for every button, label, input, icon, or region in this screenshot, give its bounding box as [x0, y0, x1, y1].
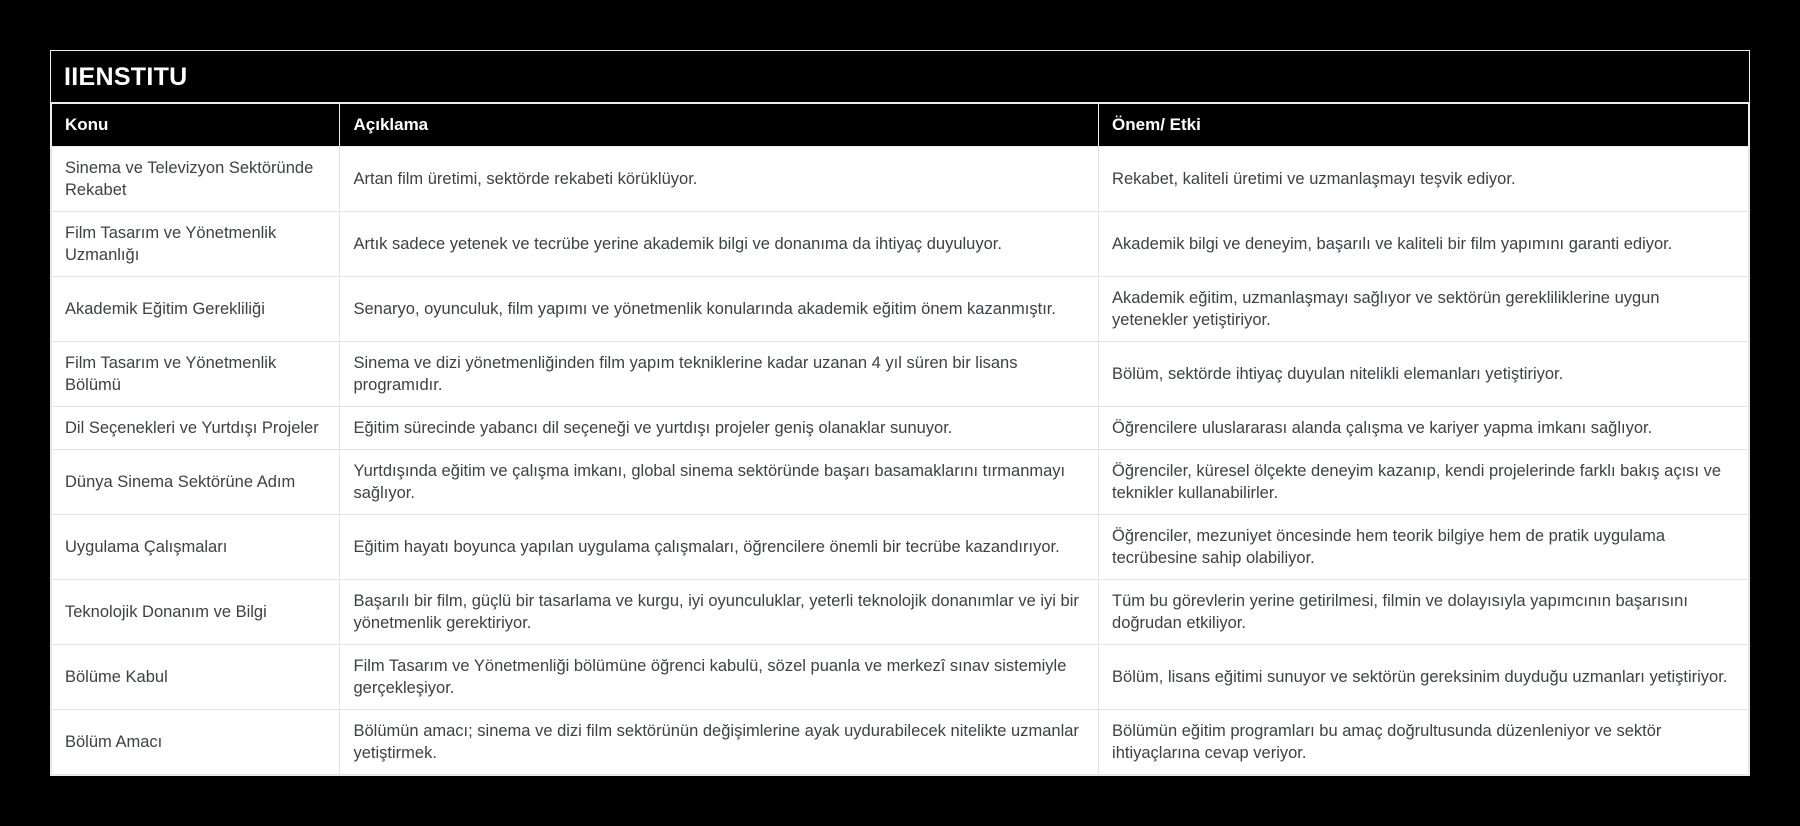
cell-konu: Dil Seçenekleri ve Yurtdışı Projeler: [52, 407, 340, 450]
table-row: [52, 212, 1749, 277]
cell-aciklama: Sinema ve dizi yönetmenliğinden film yapım tekniklerine kadar uzanan 4 yıl süren bir lisans programıdır.: [340, 342, 1099, 407]
cell-aciklama: Artan film üretimi, sektörde rekabeti körüklüyor.: [340, 147, 1099, 212]
cell-konu: Teknolojik Donanım ve Bilgi: [52, 580, 340, 645]
cell-aciklama: Artık sadece yetenek ve tecrübe yerine akademik bilgi ve donanıma da ihtiyaç duyuluyor.: [340, 212, 1099, 277]
content-table-panel: [50, 50, 1750, 776]
table-row: [52, 710, 1749, 775]
cell-aciklama: Eğitim hayatı boyunca yapılan uygulama çalışmaları, öğrencilere önemli bir tecrübe kazandırıyor.: [340, 515, 1099, 580]
cell-onem-etki: Bölümün eğitim programları bu amaç doğrultusunda düzenleniyor ve sektör ihtiyaçlarına cevap veriyor.: [1099, 710, 1749, 775]
cell-konu: Film Tasarım ve Yönetmenlik Bölümü: [52, 342, 340, 407]
header-row: [52, 104, 1749, 147]
cell-onem-etki: Öğrencilere uluslararası alanda çalışma ve kariyer yapma imkanı sağlıyor.: [1099, 407, 1749, 450]
cell-aciklama: Başarılı bir film, güçlü bir tasarlama ve kurgu, iyi oyunculuklar, yeterli teknolojik donanımlar ve iyi bir yönetmenlik gerektiriyor.: [340, 580, 1099, 645]
cell-aciklama: Senaryo, oyunculuk, film yapımı ve yönetmenlik konularında akademik eğitim önem kazanmıştır.: [340, 277, 1099, 342]
table-row: [52, 147, 1749, 212]
table-row: [52, 277, 1749, 342]
cell-konu: Akademik Eğitim Gerekliliği: [52, 277, 340, 342]
cell-onem-etki: Bölüm, lisans eğitimi sunuyor ve sektörün gereksinim duyduğu uzmanları yetiştiriyor.: [1099, 645, 1749, 710]
cell-konu: Sinema ve Televizyon Sektöründe Rekabet: [52, 147, 340, 212]
table-body: [52, 147, 1749, 775]
cell-aciklama: Film Tasarım ve Yönetmenliği bölümüne öğrenci kabulü, sözel puanla ve merkezî sınav sistemiyle gerçekleşiyor.: [340, 645, 1099, 710]
cell-onem-etki: Akademik bilgi ve deneyim, başarılı ve kaliteli bir film yapımını garanti ediyor.: [1099, 212, 1749, 277]
cell-onem-etki: Akademik eğitim, uzmanlaşmayı sağlıyor ve sektörün gerekliliklerine uygun yetenekler yetiştiriyor.: [1099, 277, 1749, 342]
table-row: [52, 645, 1749, 710]
cell-konu: Uygulama Çalışmaları: [52, 515, 340, 580]
cell-onem-etki: Rekabet, kaliteli üretimi ve uzmanlaşmayı teşvik ediyor.: [1099, 147, 1749, 212]
cell-onem-etki: Bölüm, sektörde ihtiyaç duyulan nitelikli elemanları yetiştiriyor.: [1099, 342, 1749, 407]
table-row: [52, 450, 1749, 515]
cell-onem-etki: Öğrenciler, küresel ölçekte deneyim kazanıp, kendi projelerinde farklı bakış açısı ve teknikler kullanabilirler.: [1099, 450, 1749, 515]
page-title: IIENSTITU: [51, 51, 1749, 103]
table-row: [52, 515, 1749, 580]
cell-onem-etki: Öğrenciler, mezuniyet öncesinde hem teorik bilgiye hem de pratik uygulama tecrübesine sahip olabiliyor.: [1099, 515, 1749, 580]
cell-onem-etki: Tüm bu görevlerin yerine getirilmesi, filmin ve dolayısıyla yapımcının başarısını doğrudan etkiliyor.: [1099, 580, 1749, 645]
cell-konu: Bölüm Amacı: [52, 710, 340, 775]
cell-aciklama: Yurtdışında eğitim ve çalışma imkanı, global sinema sektöründe başarı basamaklarını tırmanmayı sağlıyor.: [340, 450, 1099, 515]
cell-aciklama: Bölümün amacı; sinema ve dizi film sektörünün değişimlerine ayak uydurabilecek nitelikte uzmanlar yetiştirmek.: [340, 710, 1099, 775]
table-row: [52, 342, 1749, 407]
cell-konu: Bölüme Kabul: [52, 645, 340, 710]
column-header-aciklama: Açıklama: [340, 104, 1099, 147]
column-header-konu: Konu: [52, 104, 340, 147]
table-row: [52, 580, 1749, 645]
column-header-onem-etki: Önem/ Etki: [1099, 104, 1749, 147]
table-row: [52, 407, 1749, 450]
cell-aciklama: Eğitim sürecinde yabancı dil seçeneği ve yurtdışı projeler geniş olanaklar sunuyor.: [340, 407, 1099, 450]
table-header: [52, 104, 1749, 147]
topics-table: [51, 103, 1749, 775]
cell-konu: Dünya Sinema Sektörüne Adım: [52, 450, 340, 515]
cell-konu: Film Tasarım ve Yönetmenlik Uzmanlığı: [52, 212, 340, 277]
